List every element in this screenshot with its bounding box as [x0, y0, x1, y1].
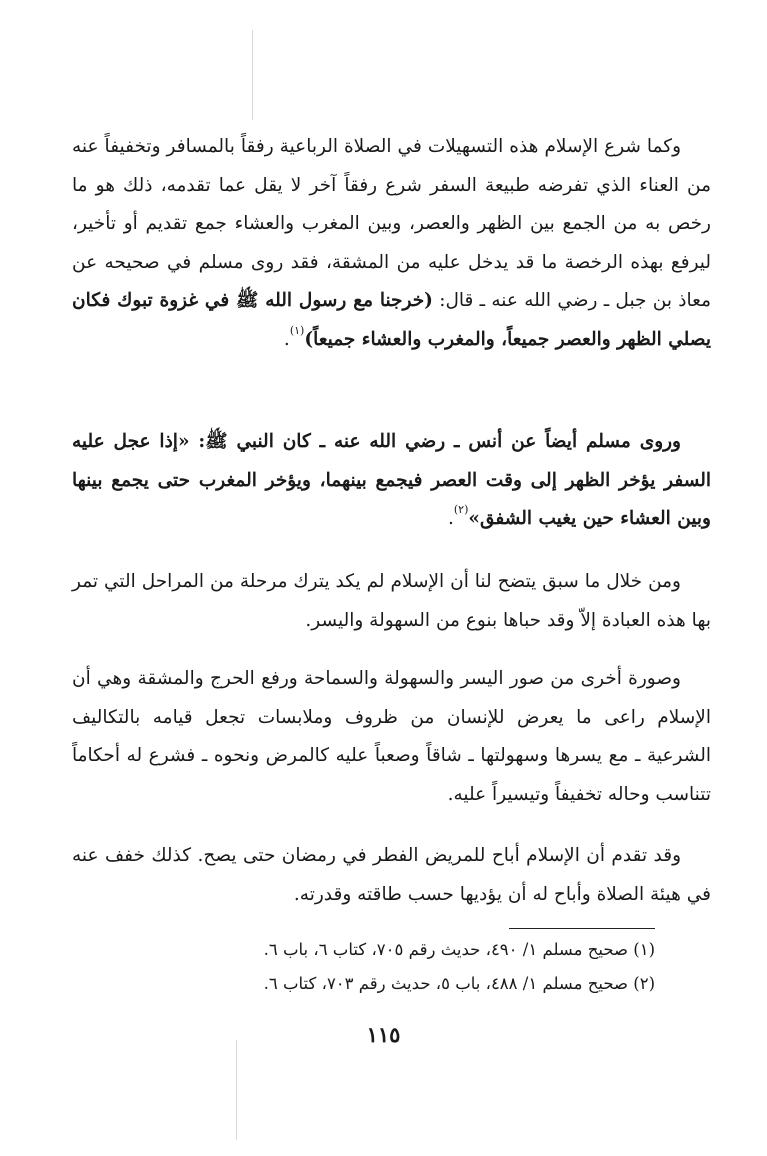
paragraph-4: [72, 660, 711, 814]
footnote-ref-2: (٢): [453, 503, 469, 516]
footnote-2: (٢) صحيح مسلم ١/ ٤٨٨، باب ٥، حديث رقم ٧٠٣، كتاب ٦.: [263, 974, 655, 993]
paragraph-2-text: وروى مسلم أيضاً عن أنس ـ رضي الله عنه ـ كان النبي ﷺ:: [189, 431, 681, 452]
paragraph-1: [72, 128, 711, 359]
paragraph-1-text: وكما شرع الإسلام هذه التسهيلات في الصلاة الرباعية رفقاً بالمسافر وتخفيفاً عنه من العناء الذي تفرضه طبيعة السفر شرع رفقاً آخر لا يقل عما تقدمه، ذلك هو ما رخص به من الجمع بين الظهر والعصر، وبين المغرب والعشاء جمع تقديم أو تأخير، ليرفع بهذه الرخصة ما قد يدخل عليه من المشقة، فقد روى مسلم في صحيحه عن معاذ بن جبل ـ رضي الله عنه ـ قال:: [72, 136, 712, 311]
paragraph-2-end: .: [447, 508, 454, 529]
footnote-divider: [509, 928, 655, 929]
scan-artifact: [236, 1040, 237, 1140]
paragraph-1-end: .: [283, 328, 290, 350]
paragraph-4-text: وصورة أخرى من صور اليسر والسهولة والسماحة ورفع الحرج والمشقة وهي أن الإسلام راعى ما يعرض للإنسان من ظروف وملابسات تجعل قيامه بالتكاليف الشرعية ـ مع يسرها وسهولتها ـ شاقاً وصعباً عليه كالمرض ونحوه ـ فشرع له أحكاماً تتناسب وحاله تخفيفاً وتيسيراً عليه.: [72, 668, 711, 805]
paragraph-5: [72, 837, 711, 914]
hadith-quote-1: (خرجنا مع رسول الله ﷺ في غزوة تبوك فكان يصلي الظهر والعصر جميعاً، والمغرب والعشاء جميعاً): [72, 290, 711, 350]
footnote-ref-1: (١): [289, 323, 305, 337]
footnote-1: (١) صحيح مسلم ١/ ٤٩٠، حديث رقم ٧٠٥، كتاب ٦، باب ٦.: [263, 940, 655, 959]
scan-artifact: [252, 30, 253, 120]
page-number: ١١٥: [366, 1022, 401, 1047]
hadith-quote-2: «إذا عجل عليه السفر يؤخر الظهر إلى وقت العصر فيجمع بينهما، ويؤخر المغرب حتى يجمع بينها وبين العشاء حين يغيب الشفق»: [72, 431, 711, 529]
paragraph-2: [72, 423, 711, 539]
paragraph-3: [72, 563, 711, 640]
paragraph-3-text: ومن خلال ما سبق يتضح لنا أن الإسلام لم يكد يترك مرحلة من المراحل التي تمر بها هذه العبادة إلاّ وقد حباها بنوع من السهولة واليسر.: [72, 571, 711, 631]
paragraph-5-text: وقد تقدم أن الإسلام أباح للمريض الفطر في رمضان حتى يصح. كذلك خفف عنه في هيئة الصلاة وأباح له أن يؤديها حسب طاقته وقدرته.: [72, 845, 711, 905]
